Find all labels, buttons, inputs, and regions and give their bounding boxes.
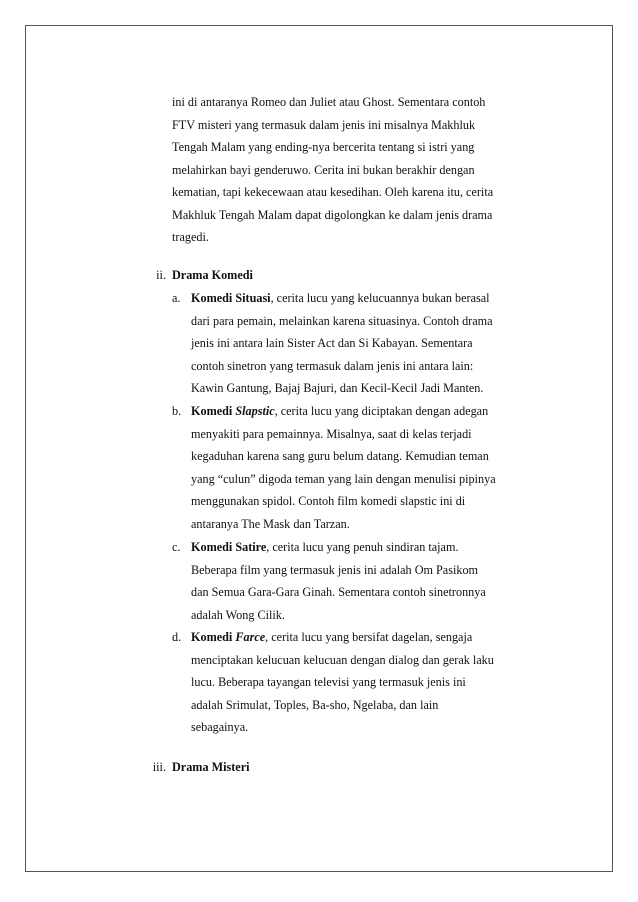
item-term: Komedi Situasi [191,291,271,305]
item-body [191,400,571,535]
item-body [191,626,571,739]
item-line: kegaduhan karena sang guru belum datang. Kemudian teman [191,449,489,463]
item-marker: d. [172,630,182,644]
page-content [26,26,612,871]
item-line: adalah Srimulat, Toples, Ba-sho, Ngelaba, dan lain [191,697,439,712]
item-line: yang “culun” digoda teman yang lain dengan menulisi pipinya [191,471,496,486]
item-marker: b. [172,404,182,418]
item-line: dan Semua Gara-Gara Ginah. Sementara contoh sinetronnya [191,585,486,599]
item-line: antaranya The Mask dan Tarzan. [191,516,350,531]
item-term-italic: Slapstic [235,404,275,418]
intro-line: Makhluk Tengah Malam dapat digolongkan ke dalam jenis drama [172,207,493,222]
item-term-prefix: Komedi [191,630,236,644]
intro-line: kematian, tapi kekecewaan atau kesedihan. Oleh karena itu, cerita [172,185,494,199]
item-first-line [191,626,571,649]
item-line: menciptakan kelucuan kelucuan dengan dialog dan gerak laku [191,652,494,667]
item-marker: c. [172,540,181,554]
item-term: Komedi Satire [191,540,267,554]
item-line: menyakiti para pemainnya. Misalnya, saat di kelas terjadi [191,426,472,441]
item-first-line [191,400,571,423]
intro-paragraph [172,91,572,249]
intro-line: ini di antaranya Romeo dan Juliet atau Ghost. Sementara contoh [172,95,486,109]
item-line: jenis ini antara lain Sister Act dan Si Kabayan. Sementara [191,336,473,350]
section-title: Drama Komedi [172,268,253,282]
document-page [25,25,613,872]
item-text: , cerita lucu yang diciptakan dengan adegan [274,404,489,418]
item-body [191,287,571,400]
item-term [191,404,275,418]
intro-line: tragedi. [172,230,209,244]
item-text: , cerita lucu yang penuh sindiran tajam. [266,540,459,554]
item-text: , cerita lucu yang kelucuannya bukan berasal [270,291,490,305]
item-line: sebagainya. [191,720,249,734]
section-title: Drama Misteri [172,760,250,774]
item-term-prefix: Komedi [191,404,236,418]
intro-line: melahirkan bayi genderuwo. Cerita ini bukan berakhir dengan [172,162,475,177]
item-body [191,536,571,626]
item-line: dari para pemain, melainkan karena situasinya. Contoh drama [191,313,493,328]
item-line: Beberapa film yang termasuk jenis ini adalah Om Pasikom [191,562,479,577]
intro-line: FTV misteri yang termasuk dalam jenis ini misalnya Makhluk [172,117,476,132]
item-first-line [191,287,571,310]
item-text: , cerita lucu yang bersifat dagelan, sengaja [265,630,473,644]
section-numeral: iii. [152,760,166,774]
item-line: lucu. Beberapa tayangan televisi yang termasuk jenis ini [191,675,466,689]
item-term [191,630,265,644]
item-term-italic: Farce [235,630,266,644]
item-marker: a. [172,291,181,305]
item-line: menggunakan spidol. Contoh film komedi slapstic ini di [191,494,466,508]
item-line: Kawin Gantung, Bajaj Bajuri, dan Kecil-Kecil Jadi Manten. [191,381,484,395]
section-numeral: ii. [156,268,166,282]
intro-line: Tengah Malam yang ending-nya bercerita tentang si istri yang [172,140,475,154]
item-line: adalah Wong Cilik. [191,607,285,622]
item-first-line [191,536,571,559]
item-line: contoh sinetron yang termasuk dalam jenis ini antara lain: [191,358,474,373]
